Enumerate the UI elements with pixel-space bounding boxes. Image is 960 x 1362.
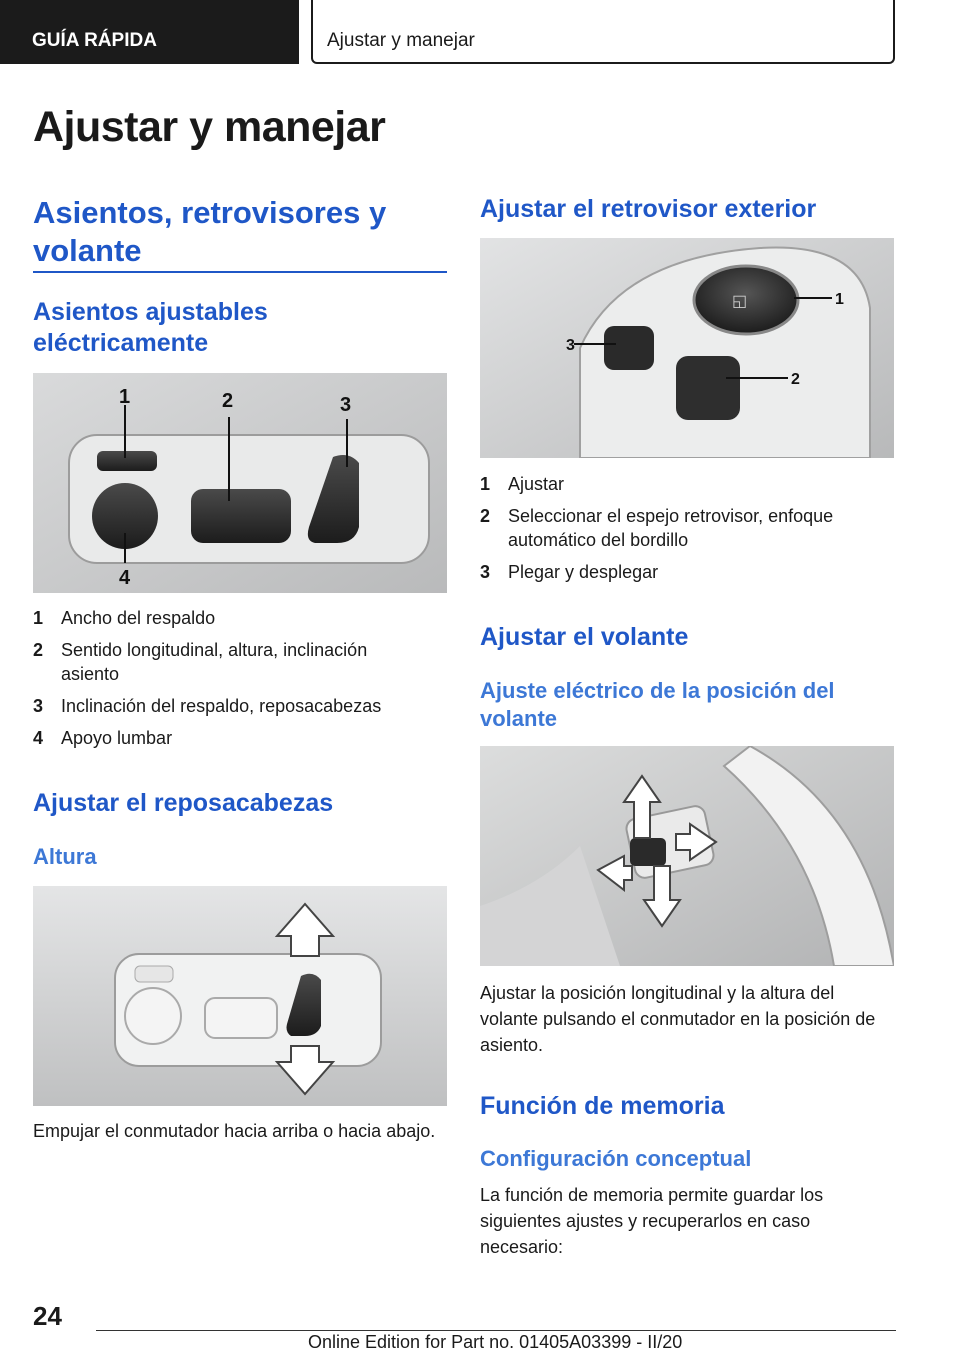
list-item: 2 Seleccionar el espejo retrovisor, enfoque automático del bordillo <box>480 506 834 550</box>
headrest-figure <box>33 886 447 1106</box>
section-title: Asientos, retrovisores y volante <box>33 195 387 268</box>
section-divider <box>33 271 447 273</box>
headrest-text: Empujar el conmutador hacia arriba o hacia abajo. <box>33 1121 436 1141</box>
wheel-subheading: Ajuste eléctrico de la posición del volante <box>480 678 835 731</box>
list-item: 2 Sentido longitudinal, altura, inclinación asiento <box>33 640 368 684</box>
page-number: 24 <box>33 1301 62 1331</box>
mirror-callout-3: 3 <box>566 337 575 354</box>
seat-controls-figure <box>33 373 447 593</box>
mirror-controls-figure <box>480 238 894 458</box>
callout-3: 3 <box>340 394 352 416</box>
seat-controls-illustration <box>33 373 447 593</box>
memory-text: La función de memoria permite guardar los siguientes ajustes y recuperarlos en caso necesario: <box>480 1185 824 1257</box>
callout-1: 1 <box>119 386 131 408</box>
memory-heading: Función de memoria <box>480 1092 725 1120</box>
list-item: 3 Inclinación del respaldo, reposacabezas <box>33 696 382 716</box>
svg-text:◱: ◱ <box>732 293 748 310</box>
callout-2: 2 <box>222 390 234 412</box>
footer-divider <box>96 1330 896 1331</box>
steering-wheel-figure <box>480 746 894 966</box>
chapter-tab <box>311 0 895 64</box>
headrest-heading: Ajustar el reposacabezas <box>33 789 334 817</box>
steering-wheel-illustration <box>480 746 894 966</box>
callout-4: 4 <box>119 567 131 589</box>
mirror-controls-legend <box>480 472 894 592</box>
mirror-callout-2: 2 <box>791 371 800 388</box>
list-item: 1 Ancho del respaldo <box>33 608 216 628</box>
mirror-heading: Ajustar el retrovisor exterior <box>480 195 817 223</box>
list-item: 4 Apoyo lumbar <box>33 728 173 748</box>
list-item: 1 Ajustar <box>480 474 565 494</box>
section-tab <box>0 0 299 64</box>
seats-heading: Asientos ajustables eléctricamente <box>33 298 268 357</box>
wheel-heading: Ajustar el volante <box>480 623 689 651</box>
memory-subheading: Configuración conceptual <box>480 1146 752 1171</box>
seat-controls-legend <box>33 606 447 758</box>
edition-text: Online Edition for Part no. 01405A03399 - II/20 <box>308 1332 683 1352</box>
wheel-text: Ajustar la posición longitudinal y la altura del volante pulsando el conmutador en la posición de asiento. <box>480 983 876 1055</box>
mirror-callout-1: 1 <box>835 291 844 308</box>
headrest-subheading: Altura <box>33 844 97 869</box>
page-title: Ajustar y manejar <box>33 103 386 151</box>
list-item: 3 Plegar y desplegar <box>480 562 659 582</box>
chapter-tab-label: Ajustar y manejar <box>327 30 475 51</box>
mirror-controls-illustration <box>480 238 894 458</box>
headrest-illustration <box>33 886 447 1106</box>
section-tab-label: GUÍA RÁPIDA <box>32 30 157 51</box>
